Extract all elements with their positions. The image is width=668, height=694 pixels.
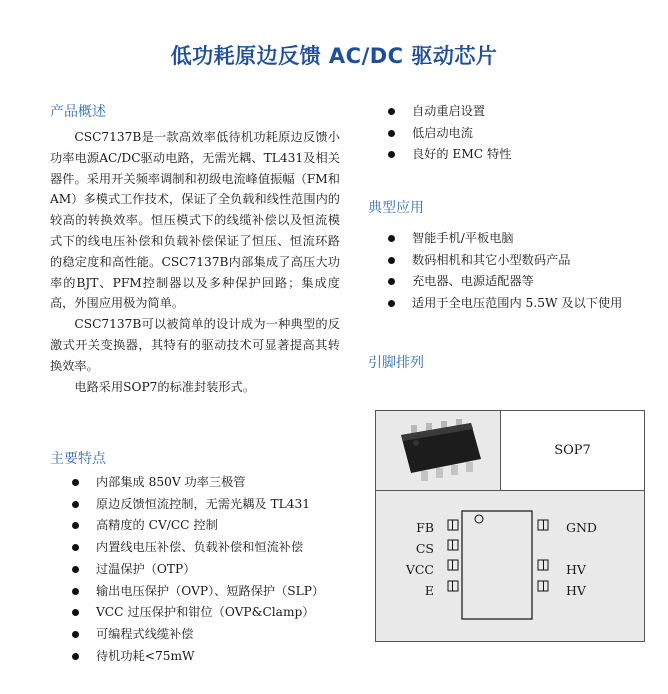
pin-label-vcc: VCC	[405, 562, 434, 577]
overview-heading: 产品概述	[50, 104, 106, 120]
overview-text	[50, 127, 340, 397]
page-title: 低功耗原边反馈 AC/DC 驱动芯片	[170, 44, 498, 68]
list-item: 适用于全电压范围内 5.5W 及以下使用	[388, 293, 622, 315]
list-item: 原边反馈恒流控制，无需光耦及 TL431	[72, 494, 324, 516]
chip-photo-icon	[376, 411, 501, 491]
features-list	[72, 472, 324, 667]
overview-paragraph-1: CSC7137B是一款高效率低待机功耗原边反馈小功率电源AC/DC驱动电路，无需光耦、TL431及相关器件。采用开关频率调制和初级电流峰值振幅（FM和AM）多模式工作技术，保证了全负载和线性范围内的较高的转换效率。恒压模式下的线缆补偿以及恒流模式下的线电压补偿和负载补偿保证了恒压、恒流环路的稳定度和高性能。CSC7137B内部集成了高压大功率的BJT、PFM控制器以及多种保护回路；集成度高，外围应用极为简单。	[50, 130, 340, 311]
pin-label-hv-1: HV	[566, 562, 586, 577]
list-item: 数码相机和其它小型数码产品	[388, 250, 622, 272]
list-item: 智能手机/平板电脑	[388, 228, 622, 250]
features-list-continued	[388, 101, 511, 166]
package-name: SOP7	[554, 443, 591, 458]
list-item: 输出电压保护（OVP）、短路保护（SLP）	[72, 581, 324, 603]
features-heading: 主要特点	[50, 451, 106, 467]
package-label-cell	[501, 411, 644, 491]
overview-paragraph-2: CSC7137B可以被简单的设计成为一种典型的反激式开关变换器，其特有的驱动技术可显著提高其转换效率。	[50, 317, 340, 373]
pin-label-cs: CS	[415, 541, 434, 556]
list-item: 待机功耗<75mW	[72, 646, 324, 668]
list-item: 过温保护（OTP）	[72, 559, 324, 581]
list-item: 内置线电压补偿、负载补偿和恒流补偿	[72, 537, 324, 559]
list-item: 低启动电流	[388, 123, 511, 145]
pin-diagram	[376, 491, 644, 641]
package-photo	[376, 411, 501, 491]
list-item: 自动重启设置	[388, 101, 511, 123]
applications-heading: 典型应用	[368, 200, 424, 216]
overview-paragraph-3: 电路采用SOP7的标准封装形式。	[74, 379, 255, 394]
list-item: 良好的 EMC 特性	[388, 144, 511, 166]
pin-label-e: E	[424, 583, 434, 598]
list-item: 充电器、电源适配器等	[388, 271, 622, 293]
pin-label-hv-2: HV	[566, 583, 586, 598]
applications-list	[388, 228, 622, 315]
pinout-heading: 引脚排列	[368, 355, 424, 371]
pin-label-gnd: GND	[566, 520, 597, 535]
list-item: 可编程式线缆补偿	[72, 624, 324, 646]
pin-label-fb: FB	[416, 520, 434, 535]
list-item: 内部集成 850V 功率三极管	[72, 472, 324, 494]
list-item: 高精度的 CV/CC 控制	[72, 515, 324, 537]
list-item: VCC 过压保护和钳位（OVP&Clamp）	[72, 602, 324, 624]
pinout-figure	[375, 410, 645, 642]
